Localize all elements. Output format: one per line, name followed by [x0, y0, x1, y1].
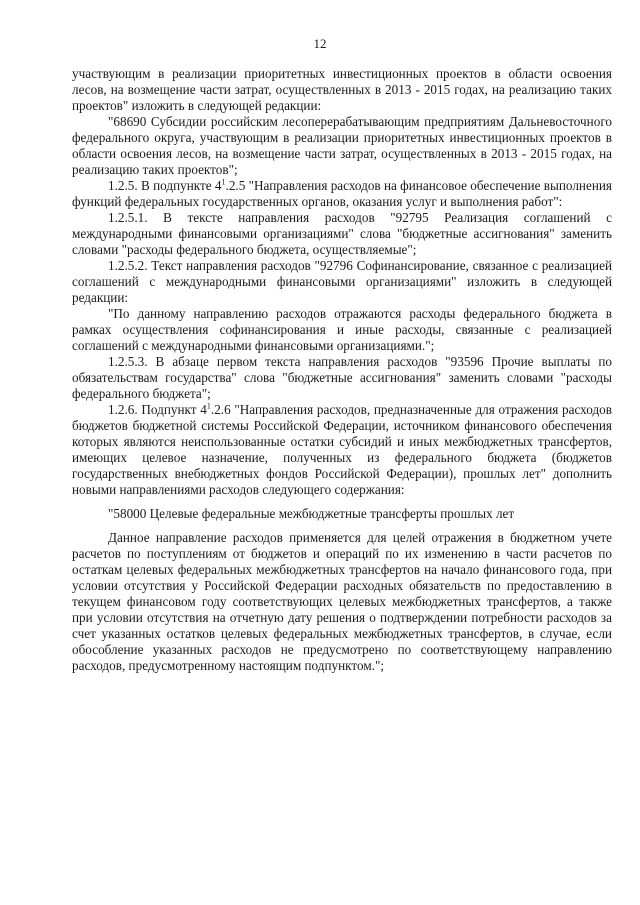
- page-number: 12: [313, 36, 327, 51]
- paragraph-1-2-5-3: 1.2.5.3. В абзаце первом текста направления расходов "93596 Прочие выплаты по обязательствам государства" слова "бюджетные ассигнования" заменить словами "расходы федерального бюджета";: [72, 354, 612, 401]
- paragraph-1-2-5-rest: .2.5 "Направления расходов на финансовое обеспечение выполнения функций федеральных государственных органов, оказания услуг и выполнения работ":: [72, 178, 612, 209]
- paragraph-1-2-6-start: 1.2.6. Подпункт 4: [108, 402, 207, 417]
- document-body: [72, 66, 612, 674]
- paragraph-58000-description: Данное направление расходов применяется для целей отражения в бюджетном учете расчетов по поступлениям от бюджетов и операций по их изменению в части расчетов по остаткам целевых федеральных межбюджетных трансфертов на начало финансового года, при условии отсутствия у Российской Федерации расходных обязательств по предоставлению в текущем финансовом году соответствующих целевых межбюджетных трансфертов, а также при условии отсутствия на отчетную дату решения о подтверждении потребности расходов за счет указанных остатков целевых федеральных межбюджетных трансфертов, в случае, если обособление указанных расходов не предусмотрено по соответствующему направлению расходов, предусмотренному настоящим подпунктом.";: [72, 530, 612, 673]
- paragraph-1-2-6: [72, 402, 612, 498]
- superscript: 1: [221, 177, 226, 187]
- paragraph-quote-92796: "По данному направлению расходов отражаются расходы федерального бюджета в рамках осуществления софинансирования и иные расходы, связанные с реализацией соглашений с международными финансовыми организациями.";: [72, 306, 612, 353]
- paragraph-1-2-6-rest: .2.6 "Направления расходов, предназначенные для отражения расходов бюджетов бюджетной системы Российской Федерации, источником финансового обеспечения которых являются неиспользованные остатки субсидий и иных межбюджетных трансфертов, имеющих целевое назначение, полученных из федерального бюджета (бюджетов государственных внебюджетных фондов Российской Федерации), прошлых лет" дополнить новыми направлениями расходов следующего содержания:: [72, 402, 613, 497]
- paragraph-58000-title: "58000 Целевые федеральные межбюджетные трансферты прошлых лет: [108, 506, 515, 521]
- paragraph-1-2-5-2: 1.2.5.2. Текст направления расходов "92796 Софинансирование, связанное с реализацией соглашений с международными финансовыми организациями" изложить в следующей редакции:: [72, 258, 612, 305]
- paragraph-quote-68690: "68690 Субсидии российским лесоперерабатывающим предприятиям Дальневосточного федерального округа, участвующим в реализации приоритетных инвестиционных проектов в области освоения лесов, на возмещение части затрат, осуществленных в 2013 - 2015 годах, на реализацию таких проектов";: [72, 114, 612, 177]
- paragraph-continuation: участвующим в реализации приоритетных инвестиционных проектов в области освоения лесов, на возмещение части затрат, осуществленных в 2013 - 2015 годах, на реализацию таких проектов" изложить в следующей редакции:: [72, 66, 612, 113]
- paragraph-1-2-5-1: 1.2.5.1. В тексте направления расходов "92795 Реализация соглашений с международными финансовыми организациями" слова "бюджетные ассигнования" заменить словами "расходы федерального бюджета, осуществляемые";: [72, 210, 612, 257]
- superscript: 1: [206, 401, 211, 411]
- paragraph-1-2-5: [72, 178, 612, 210]
- paragraph-1-2-5-start: 1.2.5. В подпункте 4: [108, 178, 222, 193]
